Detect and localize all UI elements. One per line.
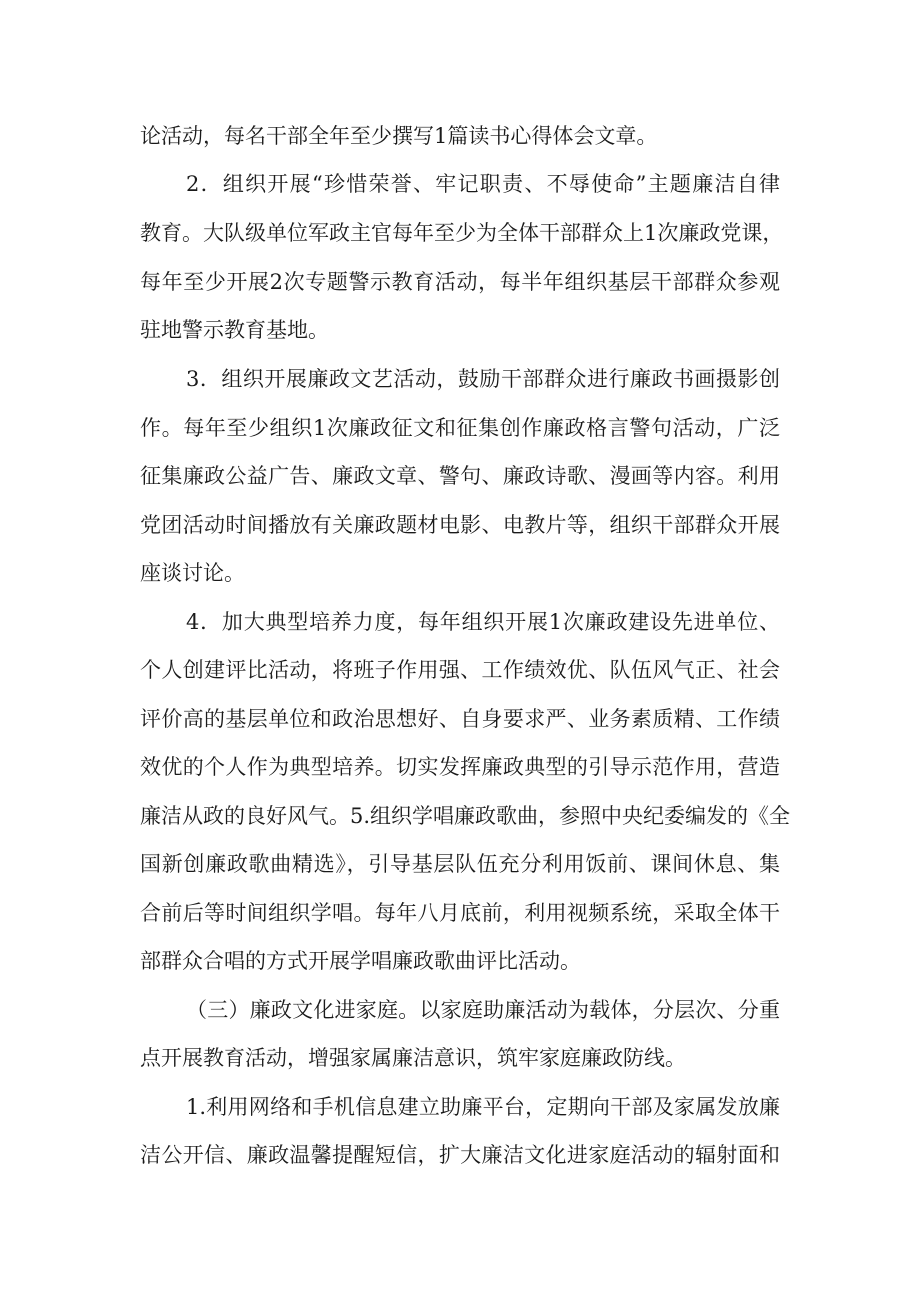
- paragraph-first-line: 2．组织开展“珍惜荣誉、牢记职责、不辱使命”主题廉洁自律: [186, 172, 780, 196]
- text-line: 评价高的基层单位和政治思想好、自身要求严、业务素质精、工作绩: [140, 707, 780, 731]
- text-line: 廉洁从政的良好风气。5.组织学唱廉政歌曲，参照中央纪委编发的《全: [140, 804, 791, 828]
- paragraph-first-line: 1.利用网络和手机信息建立助廉平台，定期向干部及家属发放廉: [186, 1095, 780, 1119]
- paragraph-first-line: （三）廉政文化进家庭。以家庭助廉活动为载体，分层次、分重: [186, 998, 780, 1022]
- text-line: 效优的个人作为典型培养。切实发挥廉政典型的引导示范作用，营造: [140, 755, 780, 779]
- text-line: 作。每年至少组织1次廉政征文和征集创作廉政格言警句活动，广泛: [140, 416, 780, 440]
- text-line: 点开展教育活动，增强家属廉洁意识，筑牢家庭廉政防线。: [140, 1046, 686, 1070]
- text-line: 合前后等时间组织学唱。每年八月底前，利用视频系统，采取全体干: [140, 901, 780, 925]
- text-line: 驻地警示教育基地。: [140, 318, 329, 342]
- paragraph-first-line: 4．加大典型培养力度，每年组织开展1次廉政建设先进单位、: [186, 610, 780, 634]
- text-line: 座谈讨论。: [140, 561, 245, 585]
- text-line: 个人创建评比活动，将班子作用强、工作绩效优、队伍风气正、社会: [140, 658, 780, 682]
- paragraph-first-line: 3．组织开展廉政文艺活动，鼓励干部群众进行廉政书画摄影创: [186, 367, 780, 391]
- text-line: 每年至少开展2次专题警示教育活动，每半年组织基层干部群众参观: [140, 270, 780, 294]
- text-line: 论活动，每名干部全年至少撰写1篇读书心得体会文章。: [140, 124, 658, 148]
- text-line: 部群众合唱的方式开展学唱廉政歌曲评比活动。: [140, 949, 581, 973]
- text-line: 征集廉政公益广告、廉政文章、警句、廉政诗歌、漫画等内容。利用: [140, 464, 780, 488]
- text-line: 国新创廉政歌曲精选》，引导基层队伍充分利用饭前、课间休息、集: [140, 852, 780, 876]
- text-line: 党团活动时间播放有关廉政题材电影、电教片等，组织干部群众开展: [140, 513, 780, 537]
- text-line: 教育。大队级单位军政主官每年至少为全体干部群众上1次廉政党课，: [140, 221, 784, 245]
- text-line: 洁公开信、廉政温馨提醒短信，扩大廉洁文化进家庭活动的辐射面和: [140, 1143, 780, 1167]
